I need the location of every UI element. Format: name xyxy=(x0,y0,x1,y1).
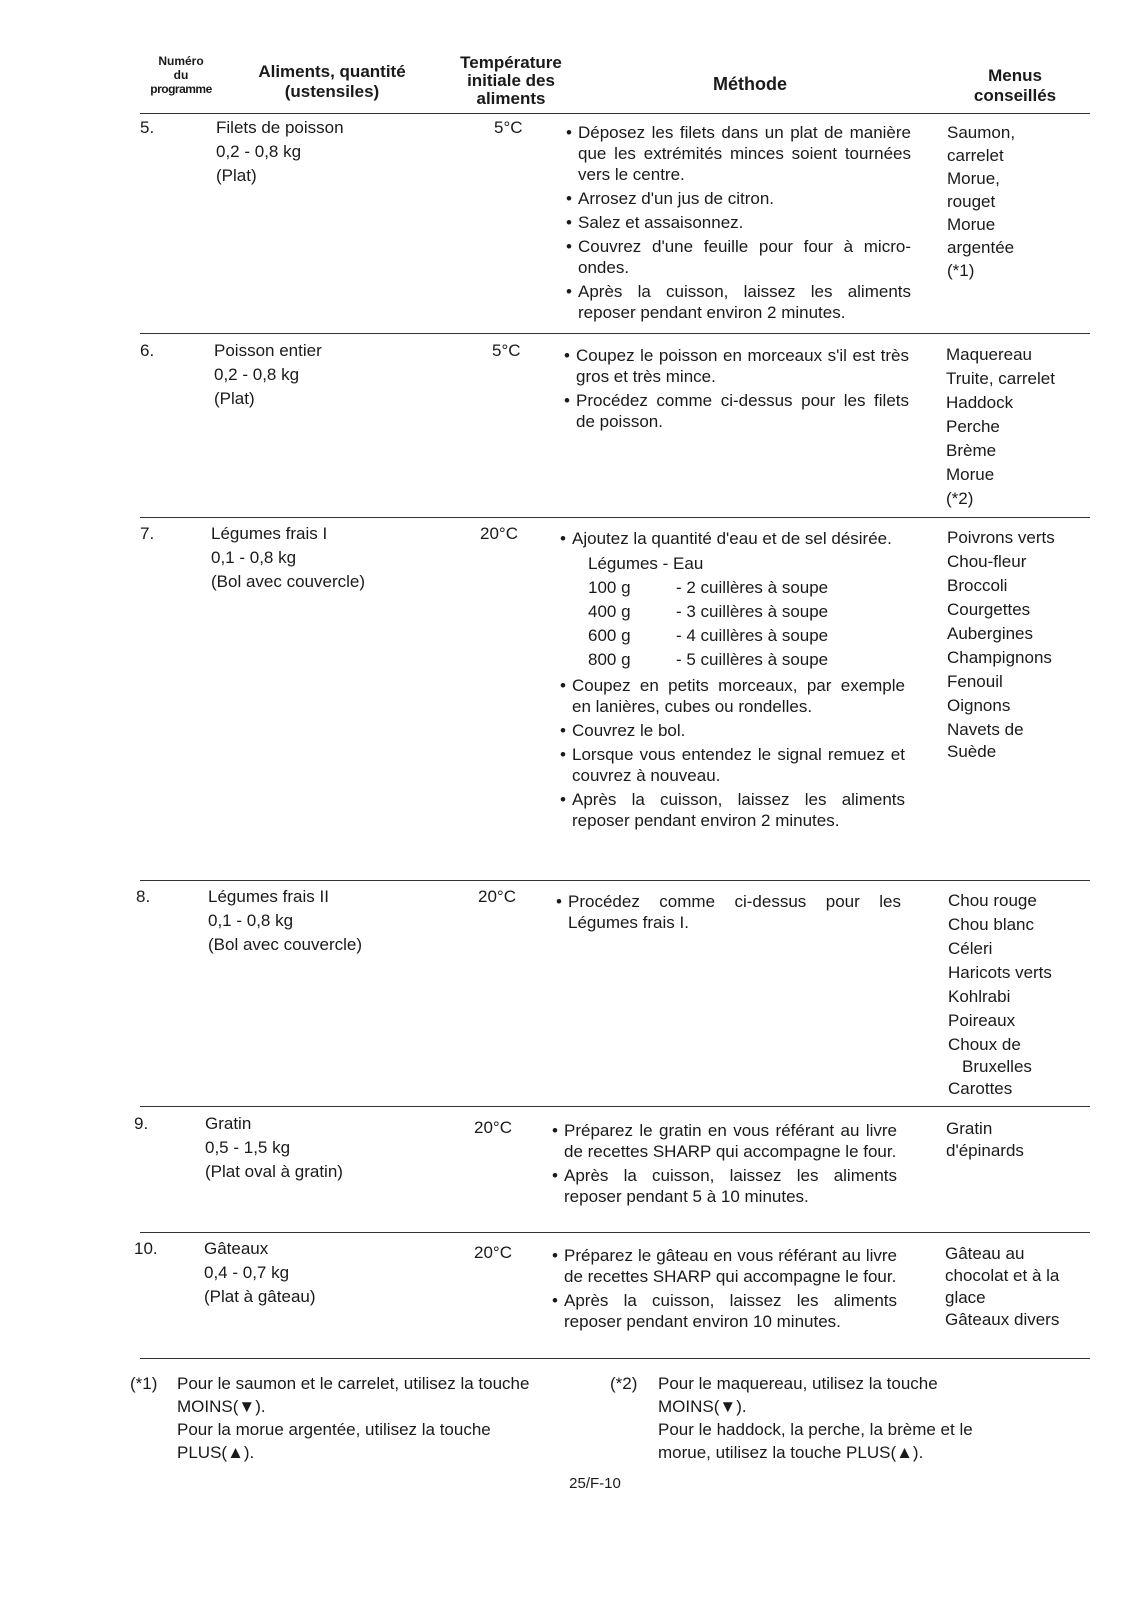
menu-item: carrelet xyxy=(947,146,1004,165)
menu-item: Truite, carrelet xyxy=(946,369,1055,388)
method-step: • Salez et assaisonnez. xyxy=(566,212,911,233)
water-amount: - 4 cuillères à soupe xyxy=(676,626,829,645)
menu-item: d'épinards xyxy=(946,1141,1024,1160)
program-number: 5. xyxy=(140,118,155,137)
table-header xyxy=(0,50,1125,114)
food-cell xyxy=(216,116,344,188)
method-cell xyxy=(560,528,905,834)
temperature: 5°C xyxy=(494,118,523,137)
footnote-line: MOINS(▼). xyxy=(658,1397,747,1416)
method-step: • Coupez le poisson en morceaux s'il est très gros et très mince. xyxy=(564,345,909,387)
food-quantity: 0,1 - 0,8 kg xyxy=(208,911,294,930)
header-text: Température xyxy=(460,53,562,72)
menu-item: Broccoli xyxy=(947,576,1008,595)
menu-item: Chou rouge xyxy=(948,891,1037,910)
footnote-line: Pour le haddock, la perche, la brème et le xyxy=(658,1420,973,1439)
food-utensil: (Plat) xyxy=(216,166,257,185)
water-table-row xyxy=(588,576,905,600)
divider xyxy=(140,1106,1090,1107)
divider xyxy=(140,333,1090,334)
food-name: Gratin xyxy=(205,1114,252,1133)
menu-item: Haddock xyxy=(946,393,1014,412)
method-step: • Préparez le gâteau en vous référant au livre de recettes SHARP qui accompagne le four. xyxy=(552,1245,897,1287)
program-number: 7. xyxy=(140,524,155,543)
temperature: 20°C xyxy=(474,1118,512,1137)
temperature: 5°C xyxy=(492,341,521,360)
menu-item: Suède xyxy=(947,742,997,761)
method-step: • Déposez les filets dans un plat de manière que les extrémités minces soient tournées vers le centre. xyxy=(566,122,911,185)
header-text: aliments xyxy=(476,89,546,108)
food-quantity: 0,5 - 1,5 kg xyxy=(205,1138,291,1157)
food-cell xyxy=(211,522,365,594)
water-table xyxy=(588,552,905,672)
method-step: • Procédez comme ci-dessus pour les Légumes frais I. xyxy=(556,891,901,933)
header-text: conseillés xyxy=(973,86,1057,105)
menu-item: Fenouil xyxy=(947,672,1003,691)
menu-item: Oignons xyxy=(947,696,1011,715)
menu-item: Bruxelles xyxy=(962,1057,1032,1076)
menu-item: Aubergines xyxy=(947,624,1034,643)
food-utensil: (Bol avec couvercle) xyxy=(208,935,363,954)
food-name: Gâteaux xyxy=(204,1239,269,1258)
method-step: • Préparez le gratin en vous référant au livre de recettes SHARP qui accompagne le four. xyxy=(552,1120,897,1162)
header-program-number xyxy=(138,54,224,96)
menus-cell xyxy=(946,343,1081,511)
method-step: • Procédez comme ci-dessus pour les filets de poisson. xyxy=(564,390,909,432)
water-amount: - 2 cuillères à soupe xyxy=(676,578,829,597)
method-cell xyxy=(552,1245,897,1335)
food-utensil: (Bol avec couvercle) xyxy=(211,572,366,591)
temperature: 20°C xyxy=(480,524,518,543)
food-name: Légumes frais II xyxy=(208,887,329,906)
water-amount: - 5 cuillères à soupe xyxy=(676,650,829,669)
menu-item: Morue xyxy=(946,465,995,484)
food-cell xyxy=(204,1237,316,1309)
menu-item: Saumon, xyxy=(947,123,1016,142)
weight: 600 g xyxy=(588,626,631,645)
program-number: 6. xyxy=(140,341,155,360)
divider xyxy=(140,880,1090,881)
page-number: 25/F-10 xyxy=(569,1475,621,1492)
footnote-text xyxy=(177,1372,529,1464)
method-step: • Après la cuisson, laissez les aliments reposer pendant environ 2 minutes. xyxy=(560,789,905,831)
menus-cell xyxy=(946,1118,1081,1162)
weight: 400 g xyxy=(588,602,631,621)
menu-item: Navets de xyxy=(947,720,1024,739)
weight: 100 g xyxy=(588,578,631,597)
menu-item: (*2) xyxy=(946,489,974,508)
menu-item: Céleri xyxy=(948,939,993,958)
divider xyxy=(140,517,1090,518)
method-step: • Après la cuisson, laissez les aliments reposer pendant environ 2 minutes. xyxy=(566,281,911,323)
divider xyxy=(140,1358,1090,1359)
header-temperature xyxy=(446,54,576,108)
header-text: programme xyxy=(150,82,212,96)
menus-cell xyxy=(947,526,1082,762)
menu-item: rouget xyxy=(947,192,996,211)
food-name: Légumes frais I xyxy=(211,524,328,543)
water-table-header: Légumes - Eau xyxy=(588,554,704,573)
food-quantity: 0,2 - 0,8 kg xyxy=(214,365,300,384)
method-step: • Arrosez d'un jus de citron. xyxy=(566,188,911,209)
program-number: 10. xyxy=(134,1239,158,1258)
water-table-row xyxy=(588,648,905,672)
menus-cell xyxy=(948,889,1083,1101)
method-cell xyxy=(556,891,901,936)
header-method: Méthode xyxy=(713,74,787,94)
menu-item: Carottes xyxy=(948,1079,1013,1098)
footnote-line: Pour le saumon et le carrelet, utilisez la touche xyxy=(177,1374,530,1393)
divider xyxy=(140,1232,1090,1233)
method-step: • Après la cuisson, laissez les aliments reposer pendant 5 à 10 minutes. xyxy=(552,1165,897,1207)
menu-item: Choux de xyxy=(948,1035,1021,1054)
footnote-line: Pour la morue argentée, utilisez la touche xyxy=(177,1420,491,1439)
food-quantity: 0,2 - 0,8 kg xyxy=(216,142,302,161)
menu-item: Poivrons verts xyxy=(947,528,1055,547)
menu-item: Morue, xyxy=(947,169,1000,188)
menu-item: Poireaux xyxy=(948,1011,1016,1030)
food-name: Filets de poisson xyxy=(216,118,344,137)
food-name: Poisson entier xyxy=(214,341,322,360)
menu-item: Morue xyxy=(947,215,996,234)
water-table-row xyxy=(588,624,905,648)
menu-item: Gratin xyxy=(946,1119,993,1138)
menu-item: Champignons xyxy=(947,648,1052,667)
footnote-line: MOINS(▼). xyxy=(177,1397,266,1416)
menu-item: Perche xyxy=(946,417,1000,436)
weight: 800 g xyxy=(588,650,631,669)
footnote-text xyxy=(658,1372,973,1464)
menus-cell xyxy=(945,1243,1080,1331)
footnote-line: PLUS(▲). xyxy=(177,1443,255,1462)
menu-item: chocolat et à la xyxy=(945,1266,1060,1285)
food-quantity: 0,1 - 0,8 kg xyxy=(211,548,297,567)
header-text: Numéro xyxy=(158,54,204,68)
method-step: • Ajoutez la quantité d'eau et de sel désirée. xyxy=(560,528,905,549)
food-cell xyxy=(214,339,322,411)
menu-item: (*1) xyxy=(947,261,975,280)
food-utensil: (Plat oval à gratin) xyxy=(205,1162,343,1181)
method-step: • Coupez en petits morceaux, par exemple en lanières, cubes ou rondelles. xyxy=(560,675,905,717)
footnote-mark: (*2) xyxy=(610,1374,638,1393)
temperature: 20°C xyxy=(474,1243,512,1262)
food-quantity: 0,4 - 0,7 kg xyxy=(204,1263,290,1282)
header-food xyxy=(232,62,432,102)
menu-item: Gâteau au xyxy=(945,1244,1025,1263)
menu-item: Chou blanc xyxy=(948,915,1035,934)
water-table-row xyxy=(588,600,905,624)
food-utensil: (Plat) xyxy=(214,389,255,408)
menu-item: Kohlrabi xyxy=(948,987,1011,1006)
header-menus xyxy=(955,66,1075,106)
food-utensil: (Plat à gâteau) xyxy=(204,1287,316,1306)
water-amount: - 3 cuillères à soupe xyxy=(676,602,829,621)
footnote-mark: (*1) xyxy=(130,1374,158,1393)
method-cell xyxy=(552,1120,897,1210)
food-cell xyxy=(208,885,362,957)
method-cell xyxy=(564,345,909,435)
menu-item: Courgettes xyxy=(947,600,1031,619)
menu-item: glace xyxy=(945,1288,986,1307)
food-cell xyxy=(205,1112,343,1184)
method-cell xyxy=(566,122,911,326)
program-number: 8. xyxy=(136,887,151,906)
header-text: du xyxy=(173,68,189,82)
method-step: • Après la cuisson, laissez les aliments reposer pendant environ 10 minutes. xyxy=(552,1290,897,1332)
menu-item: Maquereau xyxy=(946,345,1033,364)
footnote-line: Pour le maquereau, utilisez la touche xyxy=(658,1374,938,1393)
header-text: Aliments, quantité xyxy=(258,62,406,81)
menu-item: Chou-fleur xyxy=(947,552,1027,571)
divider xyxy=(140,113,1090,114)
method-step: • Couvrez d'une feuille pour four à micro-ondes. xyxy=(566,236,911,278)
header-text: (ustensiles) xyxy=(284,82,380,101)
header-text: initiale des xyxy=(467,71,555,90)
footnote-line: morue, utilisez la touche PLUS(▲). xyxy=(658,1443,924,1462)
header-text: Menus xyxy=(988,66,1042,85)
method-step: • Lorsque vous entendez le signal remuez et couvrez à nouveau. xyxy=(560,744,905,786)
program-number: 9. xyxy=(134,1114,149,1133)
menu-item: Gâteaux divers xyxy=(945,1310,1060,1329)
menus-cell xyxy=(947,121,1082,282)
menu-item: Brème xyxy=(946,441,997,460)
temperature: 20°C xyxy=(478,887,516,906)
menu-item: argentée xyxy=(947,238,1015,257)
method-step: • Couvrez le bol. xyxy=(560,720,905,741)
menu-item: Haricots verts xyxy=(948,963,1052,982)
